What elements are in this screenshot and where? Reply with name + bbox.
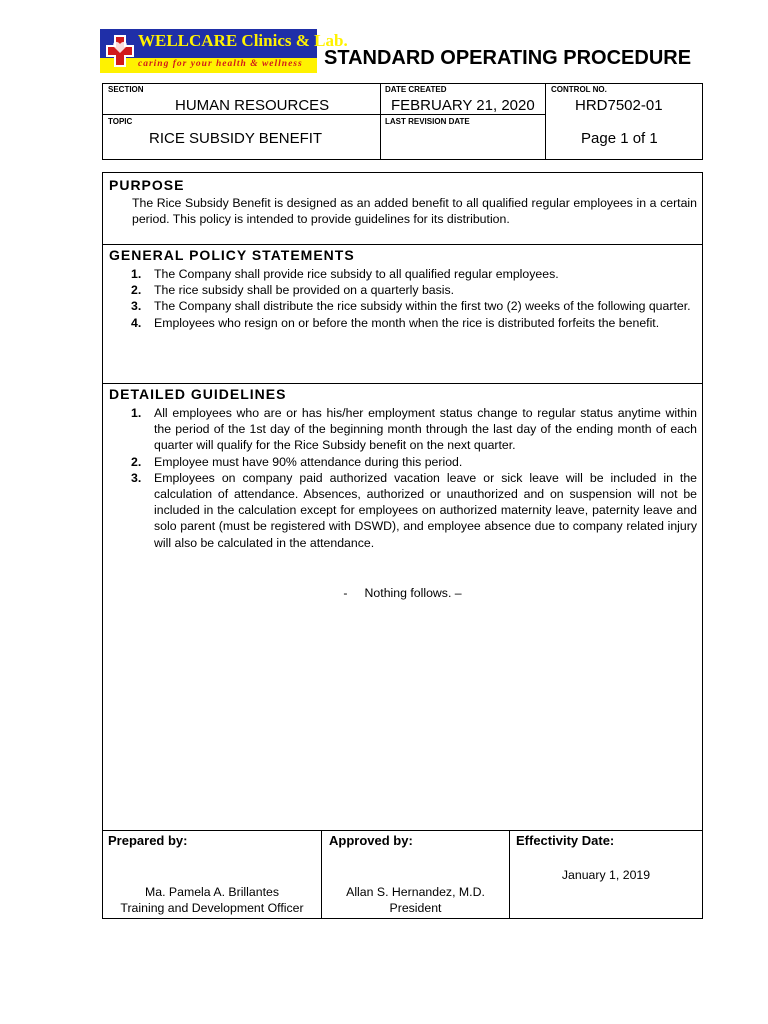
section-value: HUMAN RESOURCES: [175, 97, 330, 114]
list-item-text: Employees who resign on or before the month when the rice is distributed forfeits the benefit.: [154, 315, 660, 330]
list-item-text: Employee must have 90% attendance during this period.: [154, 454, 463, 469]
procedure-body: [102, 172, 703, 919]
list-item: [103, 405, 697, 454]
list-item-number: 3.: [131, 470, 142, 485]
last-revision-label: LAST REVISION DATE: [385, 117, 470, 126]
purpose-text: The Rice Subsidy Benefit is designed as an added benefit to all qualified regular employees in a certain period. This policy is intended to provide guidelines for its distribution.: [132, 196, 697, 227]
list-item-number: 2.: [131, 454, 142, 469]
list-item: [103, 315, 697, 331]
list-item-number: 1.: [131, 406, 142, 420]
list-item-text: The Company shall distribute the rice subsidy within the first two (2) weeks of the following quarter.: [154, 299, 691, 314]
date-created-value: FEBRUARY 21, 2020: [391, 97, 535, 114]
list-item: [103, 266, 697, 282]
page-number: Page 1 of 1: [581, 130, 658, 147]
list-item-number: 2.: [131, 283, 142, 298]
purpose-heading: PURPOSE: [109, 177, 185, 193]
logo-name: WELLCARE Clinics & Lab.: [138, 31, 348, 50]
logo-tagline: caring for your health & wellness: [138, 59, 303, 69]
approved-by-block: [322, 884, 509, 916]
header-table: [102, 83, 703, 160]
list-item-text: Employees on company paid authorized vacation leave or sick leave will be included in the calculation of attendance. Absences, authorized or unauthorized and on suspension will not be included in the calculation except for employees on authorized maternity leave, paternity leave and solo parent (must be registered with DSWD), and employee absence due to company related injury will also be calculated in the attendance.: [154, 470, 697, 550]
prepared-by-name: Ma. Pamela A. Brillantes: [145, 885, 279, 899]
header-divider: [545, 84, 546, 159]
date-created-label: DATE CREATED: [385, 85, 447, 94]
header-row-divider: [380, 114, 545, 115]
list-item-number: 1.: [131, 267, 142, 281]
document-title: STANDARD OPERATING PROCEDURE: [324, 47, 692, 69]
section-divider: [103, 383, 702, 384]
control-number-label: CONTROL NO.: [551, 85, 607, 94]
list-item-text: All employees who are or has his/her employment status change to regular status anytime within the period of the 1st day of the beginning month through the last day of the ending month of each quarter will qualify for the Rice Subsidy benefit on the next quarter.: [154, 406, 697, 453]
list-item-number: 4.: [131, 315, 142, 330]
medical-cross-icon: [105, 32, 135, 70]
list-item: [103, 282, 697, 298]
list-item-number: 3.: [131, 299, 142, 314]
policy-heading: GENERAL POLICY STATEMENTS: [109, 247, 355, 263]
end-of-document-note: - Nothing follows. –: [343, 586, 462, 600]
list-item-text: The rice subsidy shall be provided on a quarterly basis.: [154, 283, 455, 298]
section-label: SECTION: [108, 85, 144, 94]
policy-list: [103, 266, 697, 331]
company-logo: [100, 29, 348, 73]
approved-by-label: Approved by:: [329, 833, 413, 848]
header-row-divider: [103, 114, 380, 115]
list-item: [103, 470, 697, 551]
guidelines-heading: DETAILED GUIDELINES: [109, 386, 287, 402]
section-divider: [103, 830, 702, 831]
effectivity-date-value: January 1, 2019: [561, 868, 651, 882]
effectivity-date-label: Effectivity Date:: [516, 833, 615, 848]
list-item: [103, 298, 697, 314]
prepared-by-label: Prepared by:: [108, 833, 188, 848]
guidelines-list: [103, 405, 697, 551]
prepared-by-block: [103, 884, 321, 916]
list-item-text: The Company shall provide rice subsidy to all qualified regular employees.: [154, 267, 559, 281]
topic-label: TOPIC: [108, 117, 133, 126]
topic-value: RICE SUBSIDY BENEFIT: [149, 130, 323, 147]
approved-by-name: Allan S. Hernandez, M.D.: [346, 885, 485, 899]
approved-by-title: President: [389, 901, 442, 915]
header-divider: [380, 84, 381, 159]
control-number-value: HRD7502-01: [575, 97, 663, 114]
prepared-by-title: Training and Development Officer: [120, 901, 304, 915]
section-divider: [103, 244, 702, 245]
list-item: [103, 454, 697, 470]
